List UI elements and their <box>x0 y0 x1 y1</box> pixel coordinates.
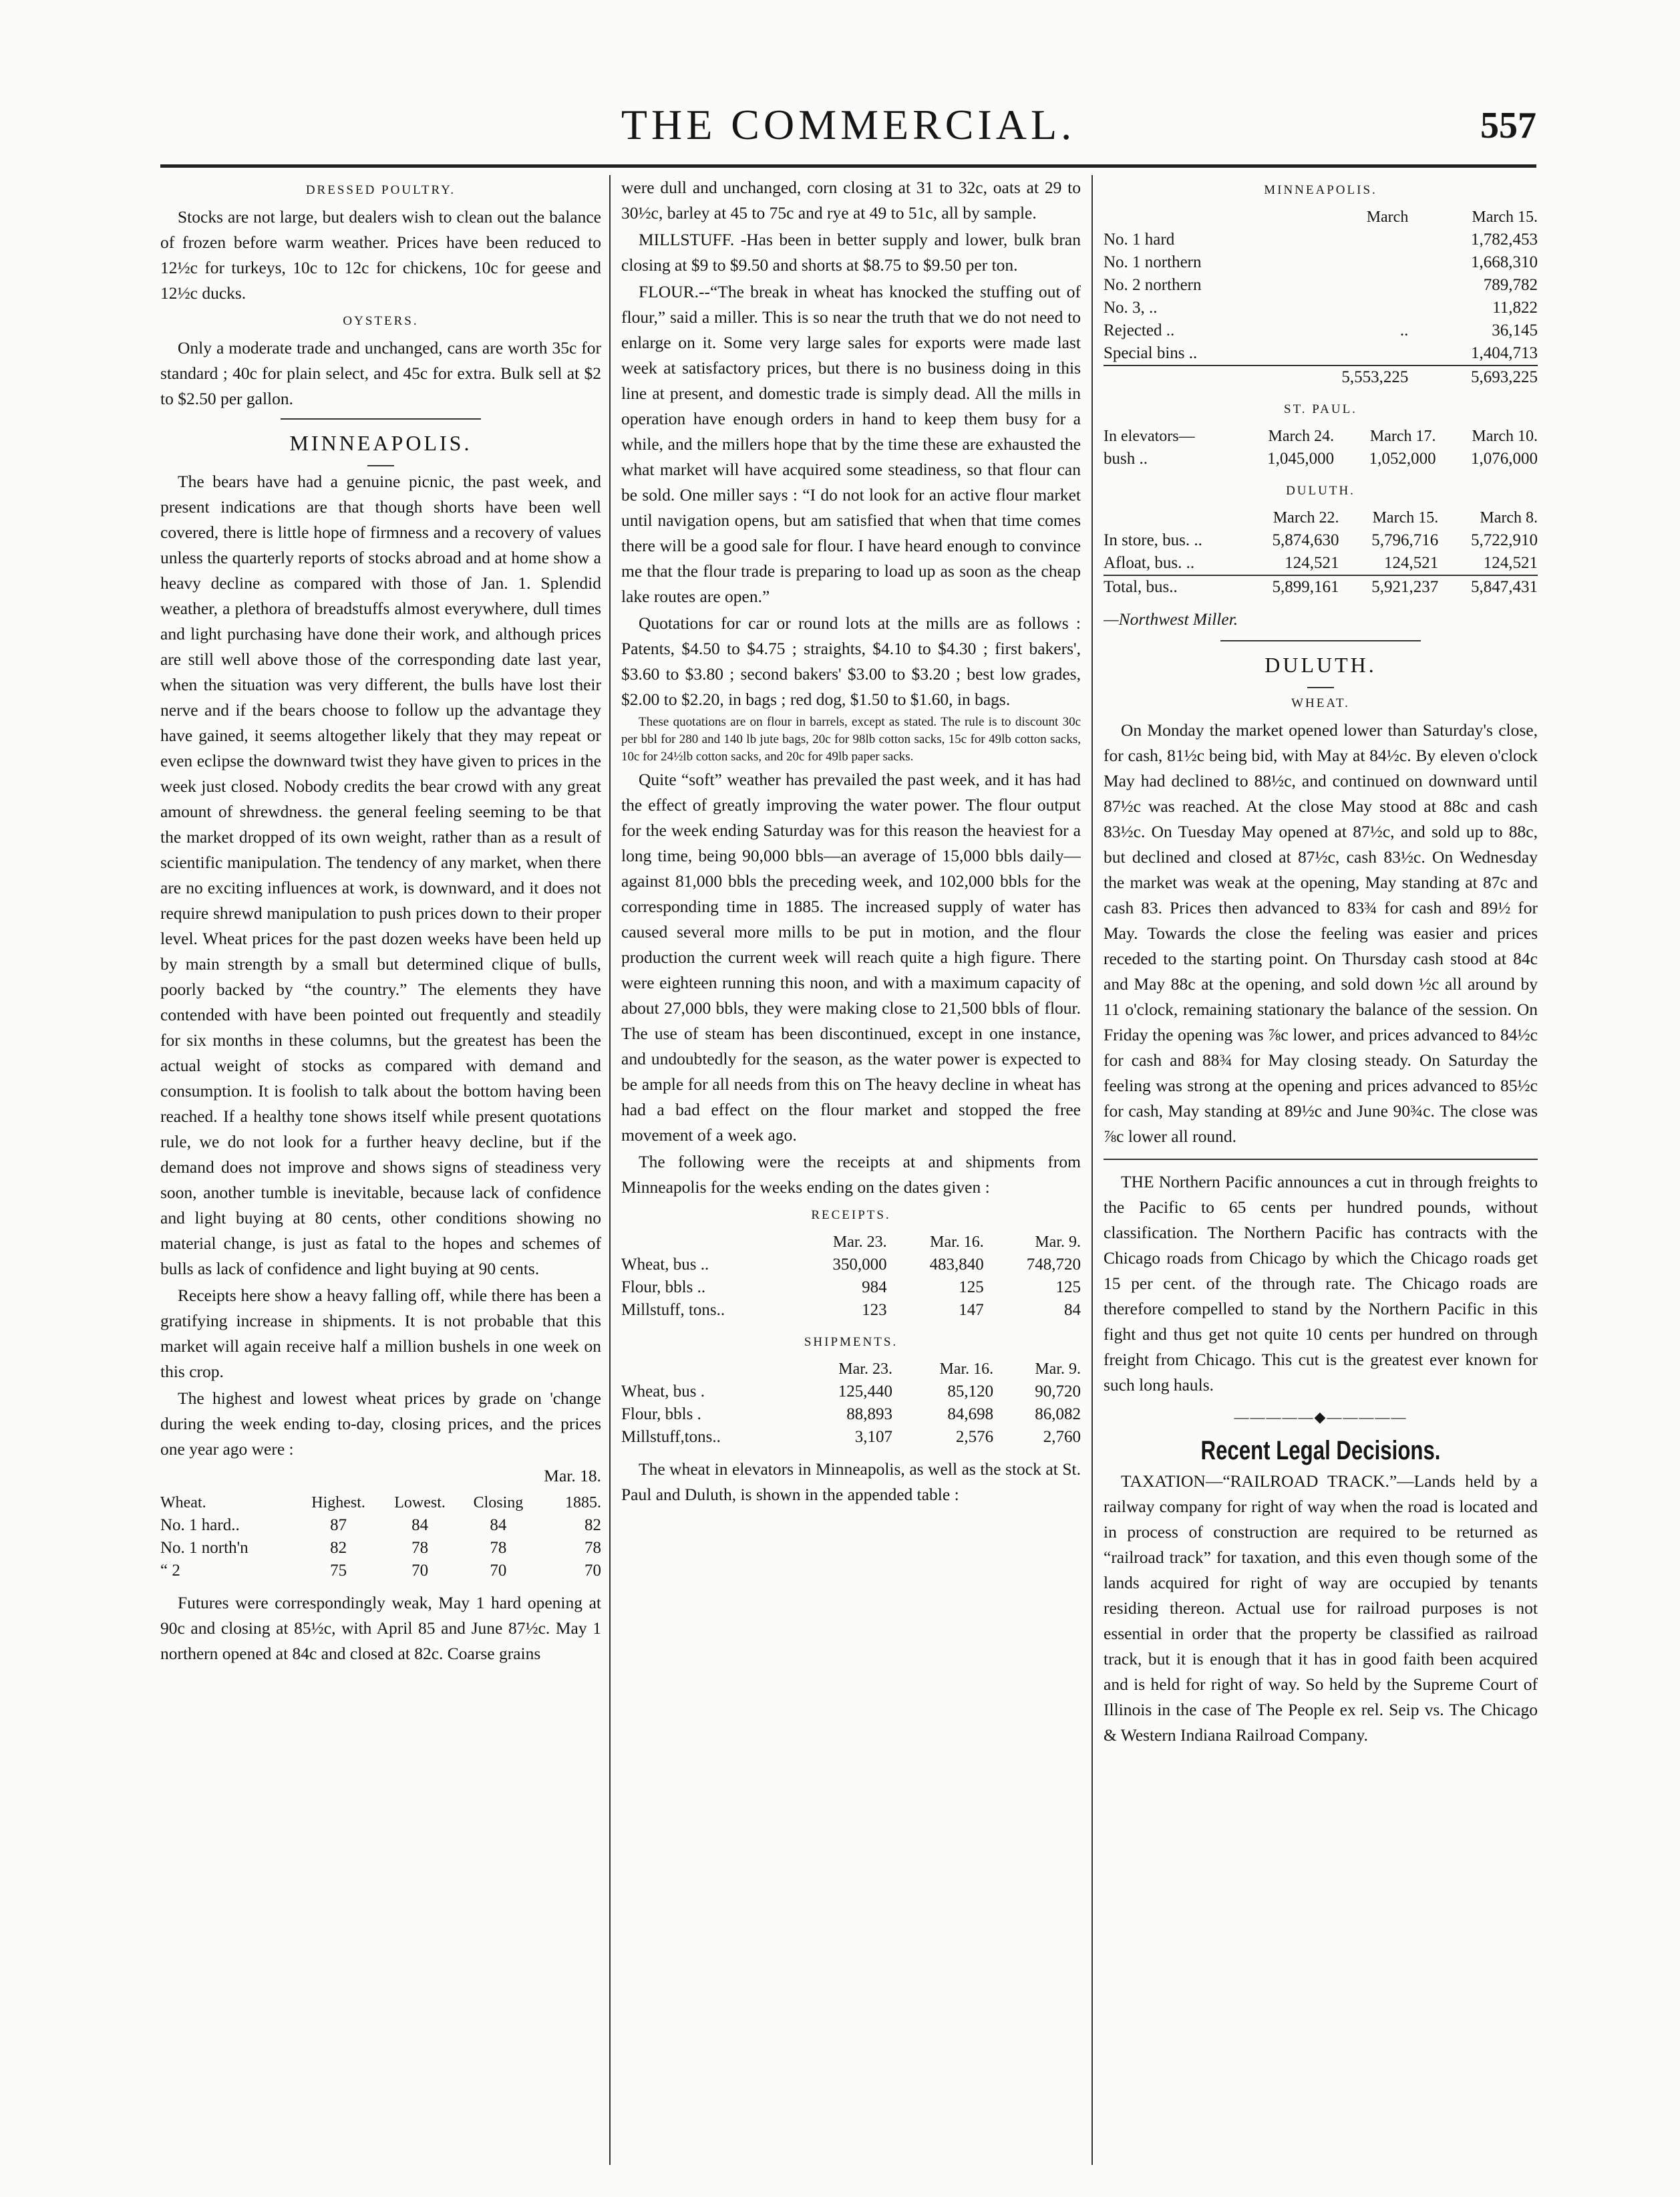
column-divider-1 <box>609 175 611 2165</box>
table-cell: 11,822 <box>1492 299 1538 317</box>
table-cell: 1,052,000 <box>1369 450 1436 468</box>
duluth-heading: DULUTH. <box>1265 653 1377 677</box>
column-header: Highest. <box>311 1494 365 1511</box>
table-cell: 36,145 <box>1492 321 1538 339</box>
minneapolis-paragraph-1: The bears have had a genuine picnic, the past week, and present indications are that though shorts have been well covered, there is little hope of firmness and a recovery of values unless the quarterly reports of stocks abroad and at home show a heavy decline as compared with those of Jan. 1. Splendid weather, a plethora of breadstuffs almost everywhere, dull times and light purchasing have done their work, and although prices are still well above those of the corresponding date last year, when the situation was very different, the bulls have lost their nerve and if the bears choose to follow up the advantage they have gained, it seems altogether likely that they may repeat or even eclipse the downward twist they have given to prices in the week just closed. Nobody credits the bear crowd with any great amount of shrewdness. the general feeling seeming to be that the market dropped of its own weight, rather than as a result of scientific manipulation. The tendency of any market, when there are no exciting influences at work, is downward, and it does not require shrewd manipulation to push prices down to their proper level. Wheat prices for the past dozen weeks have been held up by main strength by a small but determined clique of bulls, poorly backed by “the country.” The elements they have contended with have been pointed out frequently and steadily for six months in these columns, but the greatest has been the actual weight of stocks as compared with demand and consumption. It is foolish to talk about the bottom having been reached. If a healthy tone shows itself while present quotations rule, we do not look for a further heavy decline, but if the demand does not improve and shows signs of steadiness very soon, another tumble is inevitable, because lack of confidence and light buying at 80 cents, other conditions showing no material change, is just as fatal to the hopes and schemes of bulls as lack of confidence and light buying at 90 cents. <box>160 472 601 1278</box>
wheat-table-date: Mar. 18. <box>544 1466 601 1485</box>
heading-rule <box>367 465 394 466</box>
table-cell <box>1279 297 1409 319</box>
table-cell: 90,720 <box>1035 1382 1081 1401</box>
table-cell: 70 <box>490 1562 507 1580</box>
column-header: 1885. <box>565 1494 601 1511</box>
dressed-poultry-heading: DRESSED POULTRY. <box>305 183 456 197</box>
wheat-prices-table <box>160 1491 601 1582</box>
page-number: 557 <box>1480 105 1536 146</box>
table-cell: 748,720 <box>1026 1256 1081 1274</box>
table-row <box>1104 274 1538 297</box>
shipments-heading: SHIPMENTS. <box>804 1335 898 1349</box>
table-cell: 125 <box>959 1278 984 1296</box>
minneapolis-paragraph-2: Receipts here show a heavy falling off, while there has been a gratifying increase in shipments. It is not probable that this market will again receive half a million bushels in one week on this crop. <box>160 1286 601 1381</box>
column-2 <box>621 175 1081 2170</box>
column-divider-2 <box>1091 175 1093 2165</box>
minneapolis-stocks-heading: MINNEAPOLIS. <box>1264 183 1377 197</box>
table-row <box>1104 229 1538 251</box>
table-cell: 124,521 <box>1383 554 1439 572</box>
table-cell: 3,107 <box>854 1428 892 1446</box>
table-cell: 78 <box>584 1539 601 1557</box>
table-cell <box>1279 274 1409 297</box>
northern-pacific-text: THE Northern Pacific announces a cut in through freights to the Pacific to 65 cents per hundred pounds, without classification. The Northern Pacific has contracts with the Chicago roads from Chicago by which the Chicago roads get 15 per cent. of the through rate. The Chicago roads are therefore compelled to stand by the Northern Pacific in this fight and thus get not quite 10 cents per hundred on through freight from Chicago. This cut is the greatest ever known for such long hauls. <box>1104 1172 1538 1395</box>
column-header: Mar. 9. <box>1035 1360 1081 1378</box>
table-header-row <box>621 1358 1081 1380</box>
table-cell: 87 <box>330 1516 347 1534</box>
table-cell: 2,760 <box>1043 1428 1081 1446</box>
table-header-row <box>1104 206 1538 229</box>
table-cell: 125,440 <box>838 1382 892 1401</box>
table-cell: Millstuff, tons.. <box>621 1301 725 1319</box>
receipts-heading: RECEIPTS. <box>811 1208 891 1222</box>
table-cell: 789,782 <box>1483 276 1538 294</box>
table-cell: “ 2 <box>160 1562 180 1580</box>
table-cell: bush .. <box>1104 450 1148 468</box>
table-row <box>621 1299 1081 1322</box>
table-cell: 5,693,225 <box>1408 365 1538 389</box>
table-cell: 82 <box>584 1516 601 1534</box>
masthead-rule <box>160 164 1536 168</box>
table-cell: Rejected .. <box>1104 321 1175 339</box>
table-cell: .. <box>1399 321 1409 339</box>
coarse-grains-continued: were dull and unchanged, corn closing at 31 to 32c, oats at 29 to 30½c, barley at 45 to 75c and rye at 49 to 51c, all by sample. <box>621 178 1081 223</box>
column-header <box>1104 506 1240 529</box>
table-cell: Afloat, bus. .. <box>1104 554 1195 572</box>
table-row <box>1104 251 1538 274</box>
table-cell: Wheat, bus .. <box>621 1256 709 1274</box>
table-cell: No. 1 northern <box>1104 253 1202 271</box>
oysters-text: Only a moderate trade and unchanged, cans are worth 35c for standard ; 40c for plain select, and 45c for extra. Bulk sell at $2 to $2.50 per gallon. <box>160 338 601 408</box>
dressed-poultry-text: Stocks are not large, but dealers wish to clean out the balance of frozen before warm weather. Prices have been reduced to 12½c for turkeys, 10c to 12c for chickens, 10c for geese and 12½c ducks. <box>160 207 601 303</box>
table-row <box>1104 529 1538 552</box>
elevators-intro: The wheat in elevators in Minneapolis, as well as the stock at St. Paul and Duluth, is shown in the appended table : <box>621 1459 1081 1504</box>
legal-decisions-text: TAXATION—“RAILROAD TRACK.”—Lands held by a railway company for right of way when the road is located and in process of construction are required to be returned as “railroad track” for taxation, and this even though some of the lands acquired for right of way are occupied by tenants residing thereon. Actual use for railroad purposes is not essential in order that the property be classified as railroad track, but it is enough that it has in good faith been acquired and is held for right of way. So held by the Supreme Court of Illinois in the case of The People ex rel. Seip vs. The Chicago & Western Indiana Railroad Company. <box>1104 1471 1538 1745</box>
column-header: March 17. <box>1369 428 1436 445</box>
receipts-intro: The following were the receipts at and shipments from Minneapolis for the weeks ending on the dates given : <box>621 1152 1081 1197</box>
table-cell: 123 <box>862 1301 887 1319</box>
table-total-row <box>1104 575 1538 599</box>
section-rule <box>281 418 481 420</box>
duluth-stocks-table <box>1104 506 1538 599</box>
table-row <box>160 1537 601 1560</box>
table-cell: No. 2 northern <box>1104 276 1202 294</box>
table-cell: 1,668,310 <box>1471 253 1538 271</box>
table-row <box>1104 552 1538 575</box>
table-cell: 5,847,431 <box>1438 575 1538 599</box>
table-cell: 88,893 <box>846 1405 892 1423</box>
table-header-row <box>160 1491 601 1514</box>
table-cell: 124,521 <box>1483 554 1538 572</box>
duluth-stocks-heading: DULUTH. <box>1286 484 1355 498</box>
shipments-table <box>621 1358 1081 1449</box>
table-cell: 5,722,910 <box>1471 531 1538 549</box>
table-row <box>621 1254 1081 1276</box>
page-title: THE COMMERCIAL. <box>621 101 1076 148</box>
table-cell <box>1279 342 1409 365</box>
column-header: March 10. <box>1472 428 1538 445</box>
table-cell: Special bins .. <box>1104 344 1198 362</box>
column-header <box>621 1358 791 1380</box>
table-cell: Flour, bbls .. <box>621 1278 706 1296</box>
table-cell: In store, bus. .. <box>1104 531 1202 549</box>
ornament-divider: —————◆————— <box>1234 1409 1407 1425</box>
column-1 <box>160 175 601 2170</box>
table-cell: 85,120 <box>947 1382 994 1401</box>
section-rule <box>1220 640 1421 641</box>
table-cell: 1,404,713 <box>1471 344 1538 362</box>
table-row <box>621 1403 1081 1426</box>
column-header: Mar. 23. <box>838 1360 892 1378</box>
table-row <box>621 1426 1081 1449</box>
quotations-text: Quotations for car or round lots at the mills are as follows : Patents, $4.50 to $4.75 ; straights, $4.10 to $4.30 ; first bakers', $3.60 to $3.80 ; second bakers' $3.00 to $3.20 ; best low grades, $2.00 to $2.20, in bags ; red dog, $1.50 to $1.60, in bags. <box>621 613 1081 709</box>
quotations-note: These quotations are on flour in barrels, except as stated. The rule is to discount 30c per bbl for 280 and 140 lb jute bags, 20c for 98lb cotton sacks, 15c for 49lb cotton sacks, 10c for 24½lb cotton sacks, and 20c for 49lb paper sacks. <box>621 715 1081 764</box>
table-cell: 78 <box>411 1539 429 1557</box>
table-cell: Millstuff,tons.. <box>621 1428 721 1446</box>
column-header: Mar. 23. <box>832 1233 887 1251</box>
table-row <box>1104 342 1538 365</box>
source-credit: —Northwest Miller. <box>1104 609 1238 629</box>
st-paul-table <box>1104 425 1538 470</box>
table-cell: 5,899,161 <box>1240 575 1339 599</box>
table-cell: 5,921,237 <box>1339 575 1438 599</box>
table-cell: 75 <box>330 1562 347 1580</box>
column-header: Mar. 16. <box>939 1360 994 1378</box>
column-header: Closing <box>473 1494 524 1511</box>
legal-decisions-heading: Recent Legal Decisions. <box>1200 1436 1441 1465</box>
table-cell: 124,521 <box>1285 554 1339 572</box>
table-cell: 86,082 <box>1035 1405 1081 1423</box>
table-cell <box>1104 365 1279 389</box>
table-cell: 84 <box>411 1516 429 1534</box>
futures-text: Futures were correspondingly weak, May 1 hard opening at 90c and closing at 85½c, with April 85 and June 87½c. May 1 northern opened at 84c and closed at 82c. Coarse grains <box>160 1593 601 1663</box>
heading-rule <box>1307 687 1334 688</box>
column-header <box>1104 206 1279 229</box>
table-row <box>160 1560 601 1582</box>
table-cell: 70 <box>584 1562 601 1580</box>
column-header: March 8. <box>1480 509 1538 527</box>
table-cell: 82 <box>330 1539 347 1557</box>
table-cell: 84 <box>1064 1301 1081 1319</box>
column-header: March 15. <box>1372 509 1439 527</box>
table-cell: 147 <box>959 1301 984 1319</box>
column-header: Mar. 16. <box>930 1233 984 1251</box>
column-3 <box>1104 175 1538 2170</box>
oysters-heading: OYSTERS. <box>343 314 419 328</box>
masthead <box>160 100 1536 160</box>
table-cell: Total, bus.. <box>1104 575 1240 599</box>
table-cell: 125 <box>1055 1278 1081 1296</box>
column-header: March 15. <box>1472 208 1538 226</box>
section-rule <box>1104 1159 1538 1160</box>
receipts-table <box>621 1231 1081 1322</box>
column-header <box>621 1231 790 1254</box>
column-header: March 24. <box>1268 428 1335 445</box>
column-header: In elevators— <box>1104 428 1195 445</box>
millstuff-text: MILLSTUFF. -Has been in better supply and lower, bulk bran closing at $9 to $9.50 and shorts at $8.75 to $9.50 per ton. <box>621 230 1081 275</box>
duluth-market-text: On Monday the market opened lower than Saturday's close, for cash, 81½c being bid, with May at 84½c. By eleven o'clock May had declined to 88½c, and continued on downward until 87½c was reached. At the close May stood at 88c and cash 83½c. On Tuesday May opened at 87½c, and sold up to 88c, but declined and closed at 87½c, cash 83½c. On Wednesday the market was weak at the opening, May standing at 87c and cash 83. Prices then advanced to 83¾ for cash and 89½ for May. Towards the close the feeling was easier and prices receded to the starting point. On Thursday cash stood at 84c and May 88c at the opening, and sold down ½c all around by 11 o'clock, remaining stationary the balance of the session. On Friday the opening was ⅞c lower, and prices advanced to 84½c for cash and 88¾ for May closing steady. On Saturday the feeling was strong at the opening and prices advanced to 85½c for cash, May standing at 89½c and June 90¾c. The close was ⅞c lower all round. <box>1104 720 1538 1146</box>
minneapolis-heading: MINNEAPOLIS. <box>289 431 472 455</box>
table-row <box>621 1380 1081 1403</box>
table-cell: 1,782,453 <box>1471 231 1538 249</box>
table-row <box>621 1276 1081 1299</box>
table-header-row <box>1104 506 1538 529</box>
table-cell: Flour, bbls . <box>621 1405 701 1423</box>
table-cell: No. 3, .. <box>1104 299 1158 317</box>
minneapolis-paragraph-3: The highest and lowest wheat prices by grade on 'change during the week ending to-day, closing prices, and the prices one year ago were : <box>160 1388 601 1459</box>
table-row <box>1104 319 1538 342</box>
table-cell <box>1279 251 1409 274</box>
table-row <box>1104 448 1538 470</box>
table-cell <box>1279 229 1409 251</box>
column-header: Lowest. <box>394 1494 446 1511</box>
table-cell: 350,000 <box>832 1256 887 1274</box>
minneapolis-stocks-table <box>1104 206 1538 389</box>
table-row <box>1104 297 1538 319</box>
table-row <box>160 1514 601 1537</box>
flour-text: FLOUR.--“The break in wheat has knocked the stuffing out of flour,” said a miller. This is so near the truth that we do not need to enlarge on it. Some very large sales for exports were made last week at satisfactory prices, but there is no business doing in this line at present, and domestic trade is simply dead. All the mills in operation have enough orders in hand to keep them busy for a while, and the millers hope that by the time these are exhausted the what market will have acquired some steadiness, so that flour can be sold. One miller says : “I do not look for an active flour market until navigation opens, but am satisfied that when that time comes there will be a good sale for flour. I have heard enough to convince me that the flour trade is preparing to load up as soon as the cheap lake routes are open.” <box>621 282 1081 606</box>
column-header: Wheat. <box>160 1494 206 1511</box>
table-total-row <box>1104 365 1538 389</box>
wheat-subheading: WHEAT. <box>1291 696 1350 710</box>
table-cell: 984 <box>862 1278 887 1296</box>
table-cell: 78 <box>490 1539 507 1557</box>
table-cell: Wheat, bus . <box>621 1382 705 1401</box>
st-paul-heading: ST. PAUL. <box>1284 402 1357 416</box>
column-header: Mar. 9. <box>1035 1233 1081 1251</box>
column-header: March <box>1366 208 1409 226</box>
table-cell: 5,874,630 <box>1272 531 1339 549</box>
table-cell: No. 1 hard.. <box>160 1516 240 1534</box>
table-cell: 84 <box>490 1516 507 1534</box>
soft-weather-text: Quite “soft” weather has prevailed the past week, and it has had the effect of greatly improving the water power. The flour output for the week ending Saturday was for this reason the heaviest for a long time, being 90,000 bbls—an average of 15,000 bbls daily—against 81,000 bbls the preceding week, and 102,000 bbls for the corresponding time in 1885. The increased supply of water has caused several more mills to be put in motion, and the flour production the current week will reach quite a high figure. There were eighteen running this noon, and with a maximum capacity of about 27,000 bbls, they were making close to 21,500 bbls of flour. The use of steam has been discontinued, except in one instance, and undoubtedly for the season, as the water power is expected to be ample for all needs from this on The heavy decline in wheat has had a bad effect on the flour market and stopped the free movement of a week ago. <box>621 770 1081 1145</box>
table-cell: 5,796,716 <box>1371 531 1439 549</box>
table-header-row <box>1104 425 1538 448</box>
column-header: March 22. <box>1273 509 1339 527</box>
table-cell: 70 <box>411 1562 429 1580</box>
table-cell: 84,698 <box>947 1405 994 1423</box>
table-cell: 1,045,000 <box>1267 450 1335 468</box>
table-cell: 2,576 <box>955 1428 994 1446</box>
table-cell: 483,840 <box>929 1256 984 1274</box>
table-header-row <box>621 1231 1081 1254</box>
table-cell: 1,076,000 <box>1471 450 1538 468</box>
table-cell: No. 1 hard <box>1104 231 1175 249</box>
table-cell: 5,553,225 <box>1279 365 1409 389</box>
table-cell: No. 1 north'n <box>160 1539 248 1557</box>
